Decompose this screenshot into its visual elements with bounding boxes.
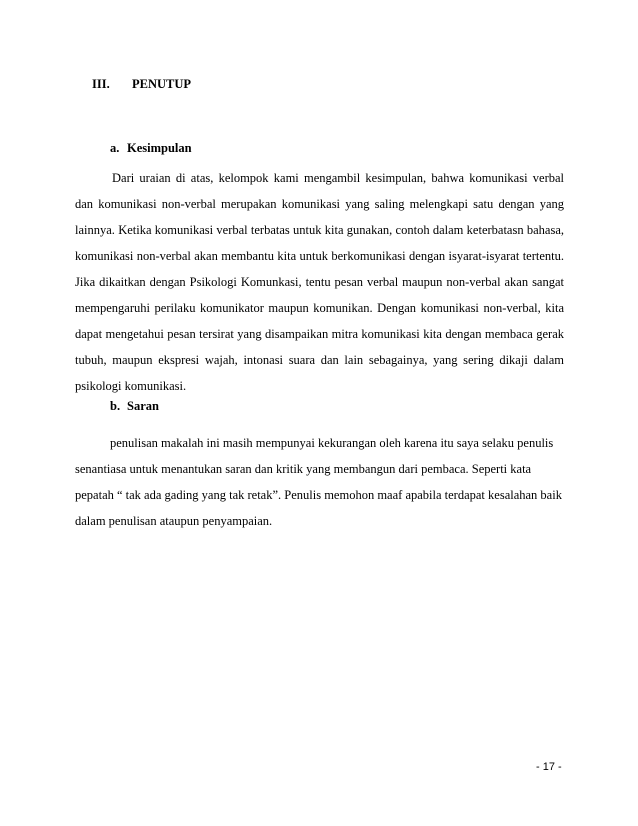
section-title: Kesimpulan [127, 141, 192, 155]
paragraph-line: penulisan makalah ini masih mempunyai kekurangan oleh karena itu saya selaku penulis [110, 436, 554, 450]
page-number: - 17 - [536, 761, 562, 773]
paragraph-line: psikologi komunikasi. [75, 379, 187, 393]
paragraph-line: lainnya. Ketika komunikasi verbal terbatas untuk kita gunakan, contoh dalam keterbatasn bahasa, [75, 223, 564, 237]
chapter-title: PENUTUP [132, 77, 192, 91]
paragraph-line: Jika dikaitkan dengan Psikologi Komunkasi, tentu pesan verbal maupun non-verbal akan sangat [75, 275, 564, 289]
paragraph-line: dalam penulisan ataupun penyampaian. [75, 514, 273, 528]
paragraph-line: senantiasa untuk menantukan saran dan kritik yang membangun dari pembaca. Seperti kata [75, 462, 532, 476]
section-heading-kesimpulan [110, 140, 192, 156]
chapter-number: III. [92, 77, 110, 91]
section-heading-saran [110, 398, 159, 414]
paragraph-line: tubuh, maupun ekspresi wajah, intonasi suara dan lain sebagainya, yang sering dikaji dalam [75, 353, 564, 367]
paragraph-line: dan komunikasi non-verbal merupakan komunikasi yang saling melengkapi satu dengan yang [75, 197, 564, 211]
paragraph-line: mempengaruhi perilaku komunikator maupun komunikan. Dengan komunikasi non-verbal, kita [75, 301, 564, 315]
paragraph-line: komunikasi non-verbal akan membantu kita untuk berkomunikasi dengan isyarat-isyarat tertentu. [75, 249, 564, 263]
section-title: Saran [127, 399, 159, 413]
paragraph-line: Dari uraian di atas, kelompok kami mengambil kesimpulan, bahwa komunikasi verbal [112, 171, 564, 185]
paragraph-line: pepatah “ tak ada gading yang tak retak”. Penulis memohon maaf apabila terdapat kesalahan baik [75, 488, 562, 502]
saran-paragraph [75, 435, 564, 539]
chapter-heading [92, 76, 191, 92]
paragraph-line: dapat mengetahui pesan tersirat yang disampaikan mitra komunikasi kita dengan membaca gerak [75, 327, 564, 341]
kesimpulan-paragraph [75, 170, 564, 404]
section-letter: a. [110, 141, 120, 155]
section-letter: b. [110, 399, 121, 413]
